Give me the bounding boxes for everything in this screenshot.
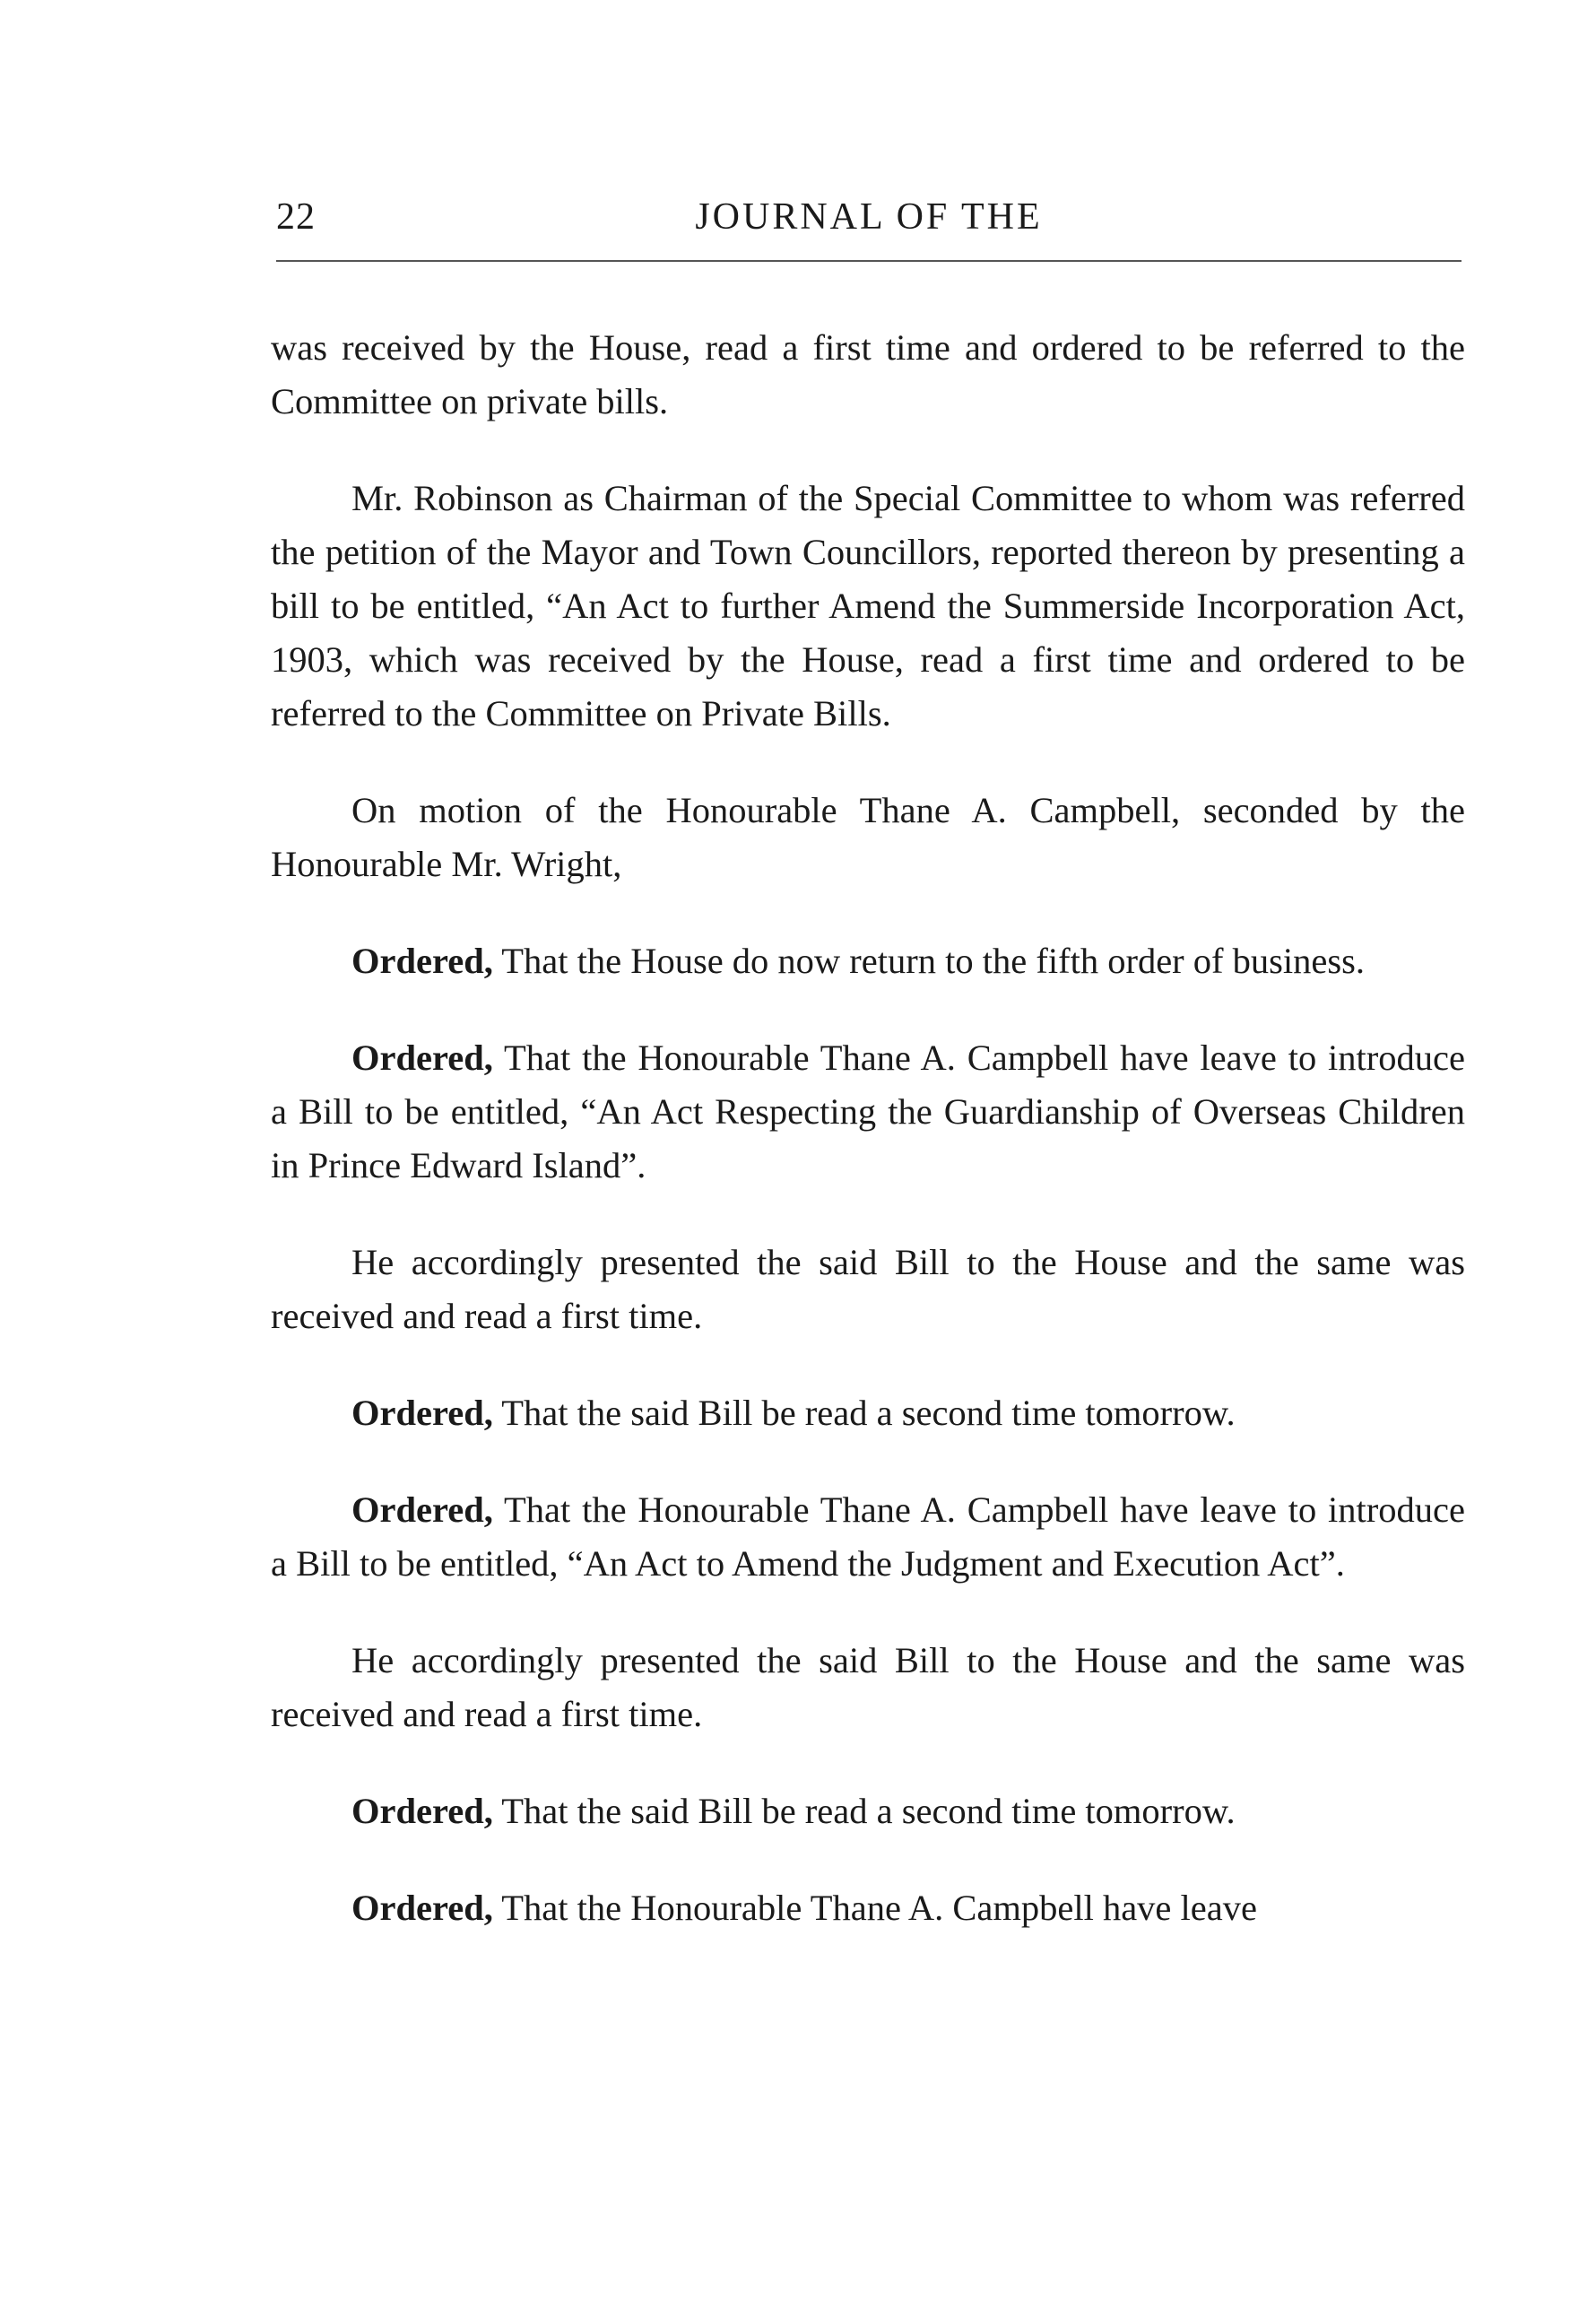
paragraph-ordered bbox=[271, 1031, 1465, 1193]
header-rule bbox=[276, 260, 1462, 262]
ordered-lead: Ordered, bbox=[351, 1393, 493, 1433]
paragraph-presented bbox=[271, 1236, 1465, 1343]
paragraph-ordered bbox=[271, 1881, 1465, 1935]
ordered-lead: Ordered, bbox=[351, 1489, 493, 1530]
paragraph-text: On motion of the Honourable Thane A. Campbell, seconded by the Honourable Mr. Wright, bbox=[271, 790, 1465, 884]
ordered-lead: Ordered, bbox=[351, 941, 493, 981]
paragraph-text: That the said Bill be read a second time tomorrow. bbox=[492, 1791, 1236, 1831]
journal-title: JOURNAL OF THE bbox=[695, 196, 1043, 238]
paragraph-text: That the Honourable Thane A. Campbell have leave to introduce a Bill to be entitled, “An Act Respecting the Guardianship of Overseas Children in Prince Edward Island”. bbox=[271, 1037, 1465, 1185]
ordered-lead: Ordered, bbox=[351, 1888, 493, 1928]
ordered-lead: Ordered, bbox=[351, 1791, 493, 1831]
paragraph-presented bbox=[271, 1634, 1465, 1741]
paragraph-text: That the Honourable Thane A. Campbell have leave bbox=[492, 1888, 1257, 1928]
paragraph-ordered bbox=[271, 934, 1465, 988]
journal-body bbox=[271, 321, 1465, 1935]
paragraph-text: He accordingly presented the said Bill to the House and the same was received and read a first time. bbox=[271, 1242, 1465, 1336]
paragraph-text: That the House do now return to the fifth order of business. bbox=[492, 941, 1366, 981]
paragraph-motion bbox=[271, 784, 1465, 891]
paragraph-text: Mr. Robinson as Chairman of the Special Committee to whom was referred the petition of the Mayor and Town Councillors, reported thereon by presenting a bill to be entitled, “An Act to further Amend the Summerside Incorporation Act, 1903, which was received by the House, read a first time and ordered to be referred to the Committee on Private Bills. bbox=[271, 478, 1465, 734]
paragraph-continued bbox=[271, 321, 1465, 429]
page-number: 22 bbox=[276, 196, 316, 238]
paragraph-text: That the said Bill be read a second time tomorrow. bbox=[492, 1393, 1236, 1433]
paragraph-ordered bbox=[271, 1483, 1465, 1591]
paragraph-ordered bbox=[271, 1386, 1465, 1440]
paragraph-text: That the Honourable Thane A. Campbell have leave to introduce a Bill to be entitled, “An Act to Amend the Judgment and Execution Act”. bbox=[271, 1489, 1465, 1584]
running-header bbox=[276, 188, 1462, 251]
paragraph-committee-report bbox=[271, 472, 1465, 741]
ordered-lead: Ordered, bbox=[351, 1037, 493, 1078]
paragraph-ordered bbox=[271, 1784, 1465, 1838]
paragraph-text: was received by the House, read a first time and ordered to be referred to the Committee on private bills. bbox=[271, 327, 1465, 421]
paragraph-text: He accordingly presented the said Bill to the House and the same was received and read a first time. bbox=[271, 1640, 1465, 1734]
